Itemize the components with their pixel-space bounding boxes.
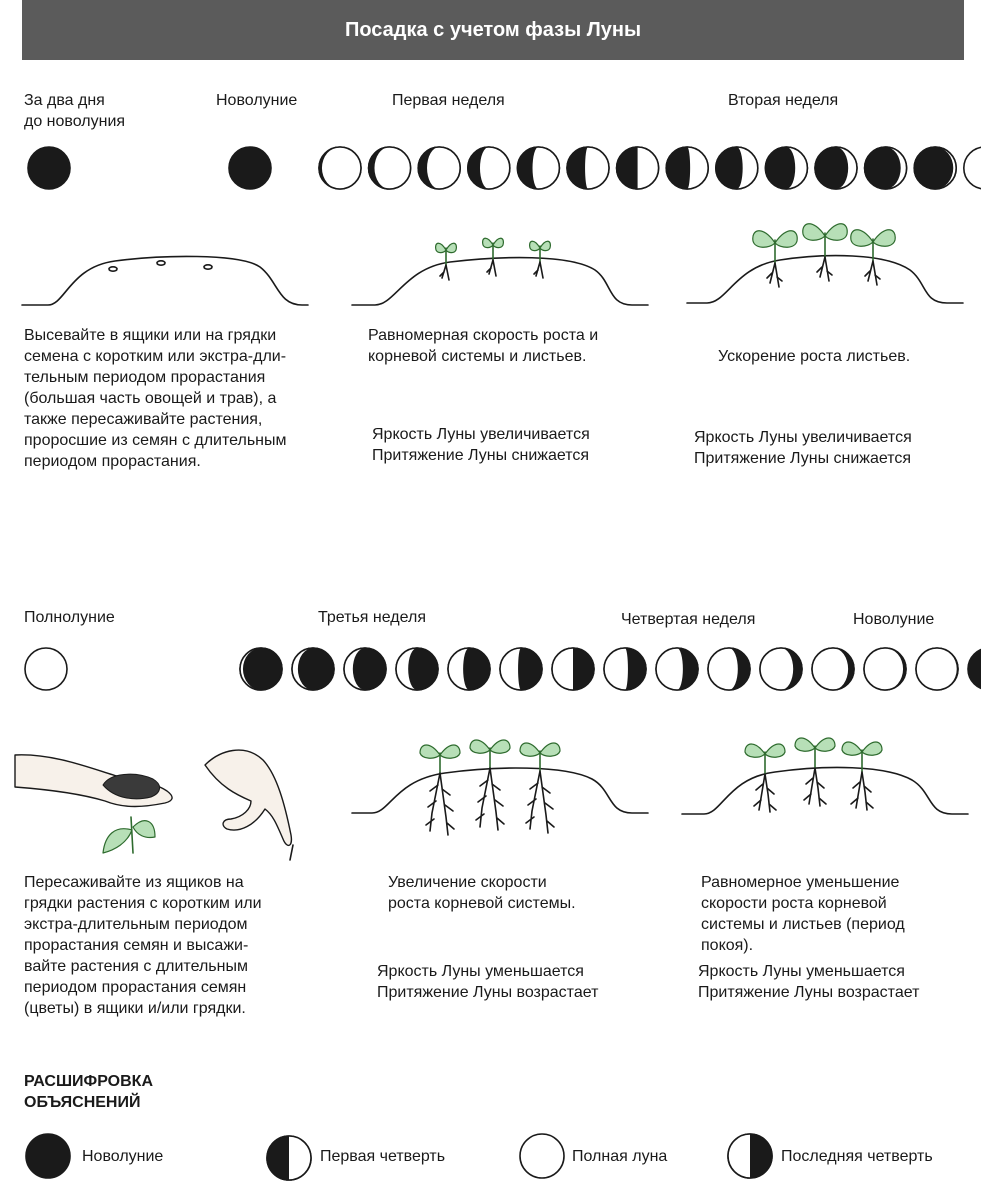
moon-phase-waxing [567,147,609,189]
moon-phase-waxing [865,147,907,189]
moon-phase-waxing [418,147,460,189]
legend-label-new-moon: Новолуние [82,1148,164,1165]
new-moon-icon [24,1132,72,1180]
small-seedling-icon [530,241,551,278]
legend-full-moon [520,1134,564,1178]
rooted-seedling-icon [520,743,560,833]
rooted-seedling-icon [795,738,835,806]
moon-phase-waxing [765,147,807,189]
moon-phase-waxing [815,147,857,189]
last-quarter-icon [726,1132,774,1180]
label-week2: Вторая неделя [728,92,839,109]
moon-phase-waning [552,648,594,690]
row2-panel3-text: Равномерное уменьшение скорости роста корневой системы и листьев (период покоя). [701,874,905,954]
legend-label-first-quarter: Первая четверть [320,1148,446,1165]
moon-phase-waning [344,648,386,690]
rooted-seedling-icon [420,745,460,835]
moon-phase-waxing [369,147,411,189]
small-seedling-icon [483,238,504,276]
rooted-seedling-icon [470,740,510,830]
moon-phase-waxing [468,147,510,189]
label-before-new-moon: За два дня до новолуния [24,92,126,130]
moon-phase-waning [396,648,438,690]
seedling-icon [851,230,895,285]
row1-panel2-moon-text: Яркость Луны увеличивается Притяжение Луны снижается [372,426,590,464]
row1-panel1-text: Высевайте в ящики или на грядки семена с коротким или экстра-дли- тельным периодом прорастания (большая часть овощей и трав), а также пересаживайте растения, проросшие из семян с длительным периодом прорастания. [24,327,287,470]
row2-panel3-moon-text: Яркость Луны уменьшается Притяжение Луны возрастает [698,963,920,1001]
moon-phase-waning [864,648,906,690]
seeded-bed-illustration [20,235,310,315]
moon-phase-waning [448,648,490,690]
moon-phase-waxing [617,147,659,189]
rooted-seedlings-bed-illustration [350,735,650,850]
moon-phase-row-1 [0,140,981,200]
row1-panel3-moon-text: Яркость Луны увеличивается Притяжение Луны снижается [694,429,912,467]
legend-first-quarter [267,1136,311,1180]
seedlings-bed-illustration [350,230,650,320]
legend-label-last-quarter: Последняя четверть [781,1148,933,1165]
legend-last-quarter [728,1134,772,1178]
label-new-moon-1: Новолуние [216,92,298,109]
moon-phase-waxing [517,147,559,189]
moon-new [229,147,271,189]
moon-phase-waning [500,648,542,690]
first-quarter-icon [265,1134,313,1182]
label-new-moon-2: Новолуние [853,611,935,628]
moon-phase-row-2 [0,640,981,700]
label-week1: Первая неделя [392,92,505,109]
moon-phase-waning [656,648,698,690]
moon-phase-waning [916,648,958,690]
seed-icon [204,265,212,269]
moon-phase-waning [292,648,334,690]
moon-phase-waning [240,648,282,690]
legend-new-moon [26,1134,70,1178]
moon-phase-waxing [964,147,981,189]
row2-panel1-text: Пересаживайте из ящиков на грядки растения с коротким или экстра-длительным периодом прорастания семян и высажи- вайте растения с длительным периодом прорастания семян (цветы) в ящики и/или грядки. [24,874,262,1017]
moon-phase-waning [812,648,854,690]
moon-phase-waxing [319,147,361,189]
moon-phase-waning [968,648,981,690]
moon-phase-waning [604,648,646,690]
seed-icon [109,267,117,271]
row1-panel3-text: Ускорение роста листьев. [718,348,911,365]
label-week3: Третья неделя [318,609,426,626]
row2-panel2-text: Увеличение скорости роста корневой системы. [388,874,576,912]
title-banner [22,0,964,60]
moon-before-new [28,147,70,189]
legend-label-full-moon: Полная луна [572,1148,668,1165]
moon-phase-waning [708,648,750,690]
row2-panel2-moon-text: Яркость Луны уменьшается Притяжение Луны возрастает [377,963,599,1001]
hands-planting-illustration [15,735,315,870]
label-full-moon: Полнолуние [24,609,115,626]
seed-icon [157,261,165,265]
label-week4: Четвертая неделя [621,611,756,628]
dormant-seedlings-bed-illustration [680,732,970,847]
moon-phase-waxing [914,147,956,189]
moon-full [25,648,67,690]
full-moon-icon [518,1132,566,1180]
row1-panel2-text: Равномерная скорость роста и корневой системы и листьев. [368,327,599,365]
legend-heading: РАСШИФРОВКА ОБЪЯСНЕНИЙ [24,1073,153,1111]
moon-phase-waxing [716,147,758,189]
leafy-seedlings-bed-illustration [685,215,965,315]
page-title: Посадка с учетом фазы Луны [344,18,642,41]
rooted-seedling-icon [842,742,882,810]
moon-phase-waxing [666,147,708,189]
seedling-icon [803,224,847,281]
moon-phase-waning [760,648,802,690]
